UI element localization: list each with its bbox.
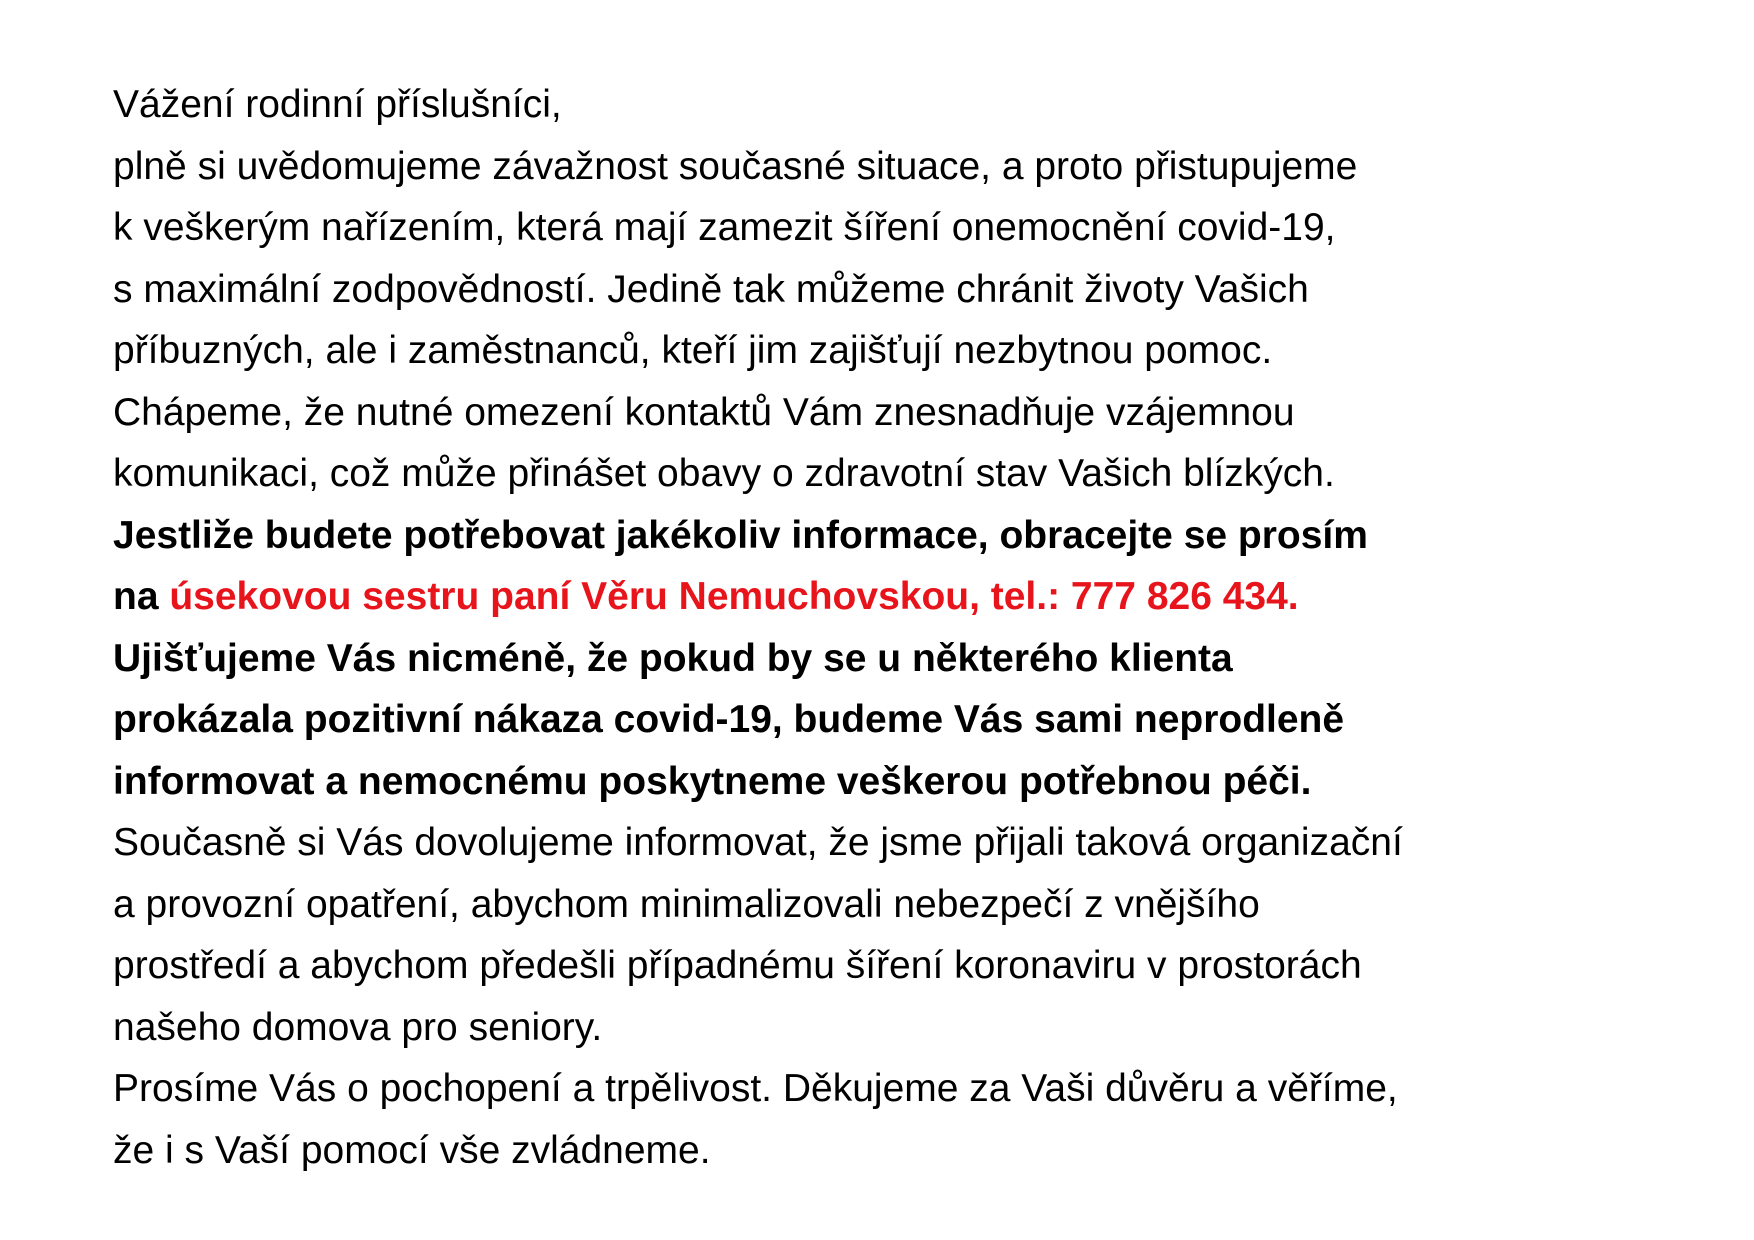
paragraph-line: příbuzných, ale i zaměstnanců, kteří jim zajišťují nezbytnou pomoc. bbox=[113, 329, 1273, 372]
closing-line: že i s Vaší pomocí vše zvládneme. bbox=[113, 1128, 711, 1172]
paragraph-line: prostředí a abychom předešli případnému šíření koronaviru v prostorách bbox=[113, 944, 1362, 987]
paragraph-line: k veškerým nařízením, která mají zamezit šíření onemocnění covid-19, bbox=[113, 206, 1336, 249]
paragraph-line: Současně si Vás dovolujeme informovat, že jsme přijali taková organizační bbox=[113, 821, 1403, 864]
bold-assurance-line: Ujišťujeme Vás nicméně, že pokud by se u některého klienta bbox=[113, 636, 1233, 680]
paragraph-line: s maximální zodpovědností. Jedině tak můžeme chránit životy Vašich bbox=[113, 267, 1309, 311]
paragraph-line: a provozní opatření, abychom minimalizovali nebezpečí z vnějšího bbox=[113, 882, 1260, 926]
contact-person-line bbox=[113, 566, 1653, 628]
paragraph-line: komunikaci, což může přinášet obavy o zdravotní stav Vašich blízkých. bbox=[113, 452, 1335, 495]
paragraph-line: našeho domova pro seniory. bbox=[113, 1005, 603, 1049]
salutation-line: Vážení rodinní příslušníci, bbox=[113, 83, 562, 126]
contact-highlight: úsekovou sestru paní Věru Nemuchovskou, tel.: 777 826 434. bbox=[169, 575, 1299, 618]
closing-line: Prosíme Vás o pochopení a trpělivost. Děkujeme za Vaši důvěru a věříme, bbox=[113, 1067, 1398, 1110]
paragraph-line: Chápeme, že nutné omezení kontaktů Vám znesnadňuje vzájemnou bbox=[113, 390, 1295, 434]
bold-contact-line: Jestliže budete potřebovat jakékoliv informace, obracejte se prosím bbox=[113, 513, 1368, 557]
bold-assurance-line: prokázala pozitivní nákaza covid-19, budeme Vás sami neprodleně bbox=[113, 698, 1345, 741]
letter-body bbox=[113, 74, 1653, 1181]
paragraph-line: plně si uvědomujeme závažnost současné situace, a proto přistupujeme bbox=[113, 144, 1358, 188]
bold-assurance-line: informovat a nemocnému poskytneme veškerou potřebnou péči. bbox=[113, 759, 1312, 803]
contact-prefix: na bbox=[113, 575, 170, 618]
